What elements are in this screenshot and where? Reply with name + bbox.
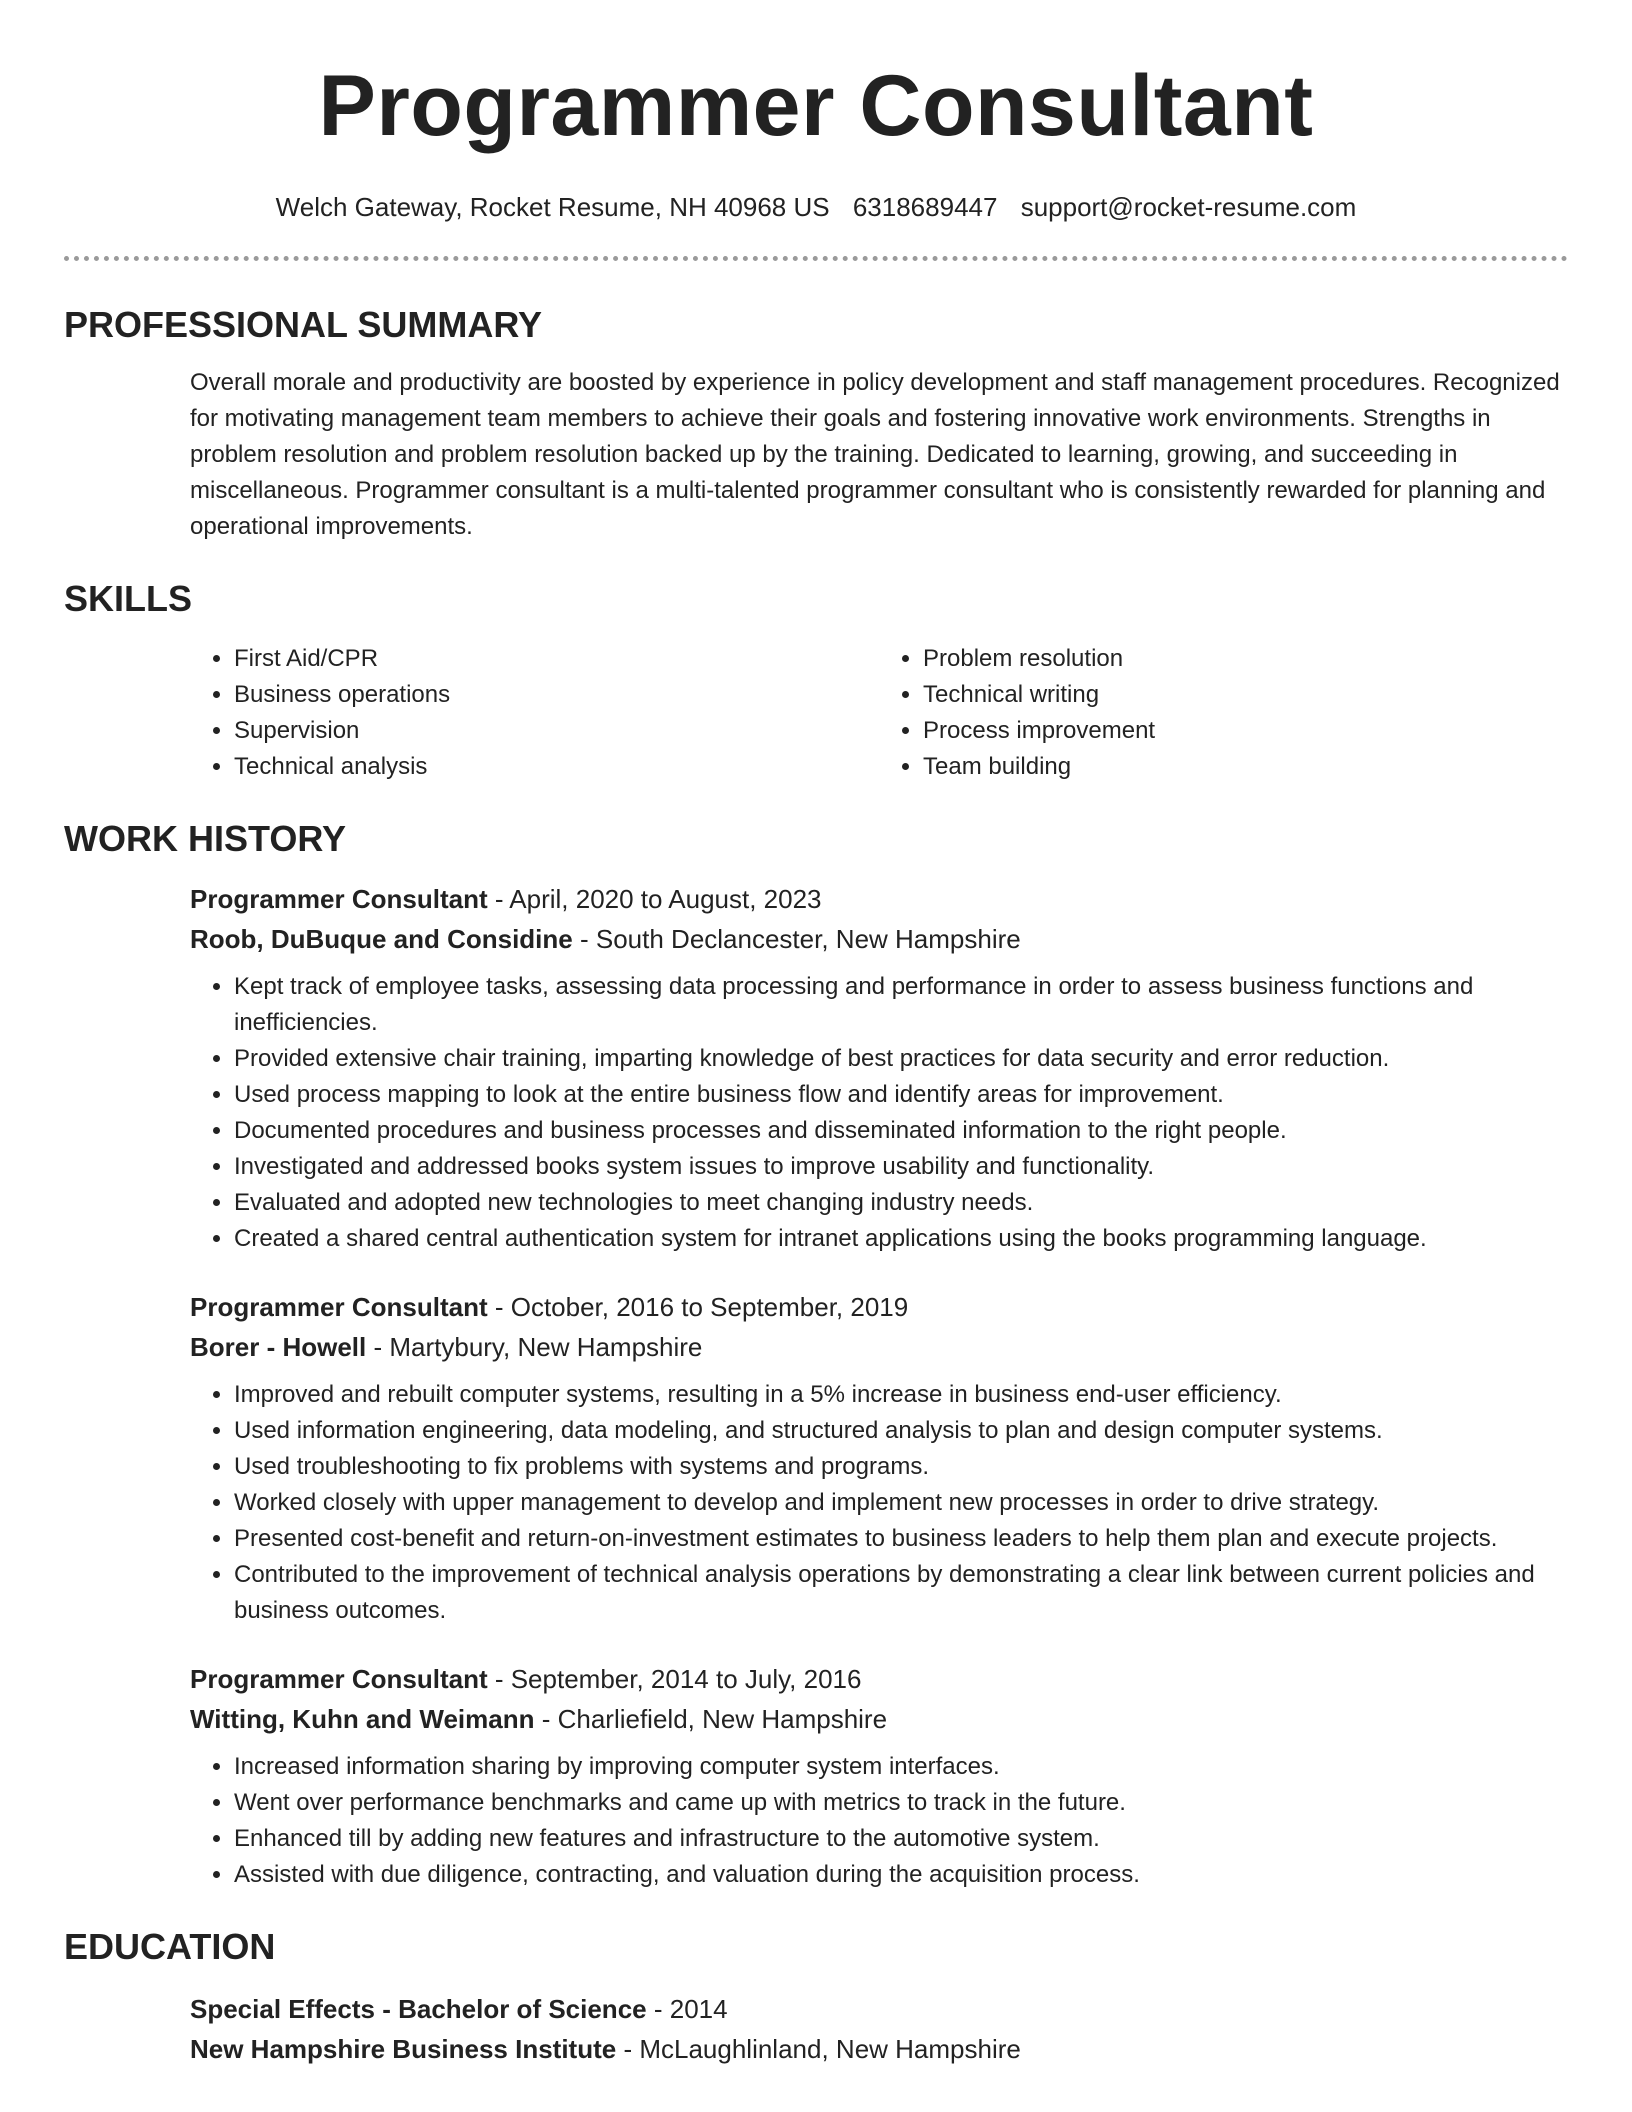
work-history-heading: WORK HISTORY (64, 818, 347, 859)
job-bullet: • Evaluated and adopted new technologies to meet changing industry needs. (234, 1185, 1568, 1221)
school-location: - McLaughlinland, New Hampshire (616, 2034, 1021, 2064)
job-location: - South Declancester, New Hampshire (572, 924, 1021, 954)
job-dates: - April, 2020 to August, 2023 (487, 884, 822, 914)
degree-line (190, 1989, 1568, 2029)
skill-item: • Technical writing (923, 677, 1568, 713)
job-bullet: • Documented procedures and business processes and disseminated information to the right people. (234, 1113, 1568, 1149)
job-bullet: • Investigated and addressed books system issues to improve usability and functionality. (234, 1149, 1568, 1185)
degree: Special Effects - Bachelor of Science (190, 1994, 647, 2024)
skills-heading: SKILLS (64, 578, 193, 619)
job-company: Borer - Howell (190, 1332, 367, 1362)
job-bullet: • Used information engineering, data modeling, and structured analysis to plan and design computer systems. (234, 1413, 1568, 1449)
address: Welch Gateway, Rocket Resume, NH 40968 US (275, 192, 830, 222)
job-role: Programmer Consultant (190, 884, 488, 914)
skill-item: • Process improvement (923, 713, 1568, 749)
job-bullet: • Contributed to the improvement of technical analysis operations by demonstrating a clear link between current policies and business outcomes. (234, 1557, 1568, 1629)
job-company-line (190, 1327, 1568, 1367)
phone: 6318689447 (852, 192, 998, 222)
job-bullets (190, 1377, 1568, 1629)
job-bullets (190, 969, 1568, 1257)
job-dates: - October, 2016 to September, 2019 (487, 1292, 909, 1322)
job-location: - Charliefield, New Hampshire (534, 1704, 888, 1734)
summary-heading: PROFESSIONAL SUMMARY (64, 304, 543, 345)
job-bullet: • Improved and rebuilt computer systems, resulting in a 5% increase in business end-user efficiency. (234, 1377, 1568, 1413)
skill-item: • Technical analysis (234, 749, 879, 785)
contact-line (64, 192, 1568, 222)
skill-item: • Team building (923, 749, 1568, 785)
job-title-line (190, 1287, 1568, 1327)
job-location: - Martybury, New Hampshire (366, 1332, 703, 1362)
skill-item: • Supervision (234, 713, 879, 749)
summary-text: Overall morale and productivity are boosted by experience in policy development and staff management procedures. Recognized for motivating management team members to achieve their goals and fostering innovative work environments. Strengths in problem resolution and problem resolution backed up by the training. Dedicated to learning, growing, and succeeding in miscellaneous. Programmer consultant is a multi-talented programmer consultant who is consistently rewarded for planning and operational improvements. (190, 369, 1560, 540)
job-bullet: • Kept track of employee tasks, assessing data processing and performance in order to assess business functions and inefficiencies. (234, 969, 1568, 1041)
school: New Hampshire Business Institute (190, 2034, 617, 2064)
job-role: Programmer Consultant (190, 1292, 488, 1322)
job-title-line (190, 879, 1568, 919)
degree-year: - 2014 (646, 1994, 728, 2024)
job-company: Roob, DuBuque and Considine (190, 924, 573, 954)
job-company-line (190, 1699, 1568, 1739)
header-divider (64, 256, 1568, 261)
job-dates: - September, 2014 to July, 2016 (487, 1664, 862, 1694)
skills-column-left (190, 641, 879, 785)
job-bullet: • Went over performance benchmarks and came up with metrics to track in the future. (234, 1785, 1568, 1821)
education-heading: EDUCATION (64, 1926, 276, 1967)
email: support@rocket-resume.com (1020, 192, 1357, 222)
resume-page (64, 0, 1568, 2069)
skills-list (64, 641, 1568, 785)
job-bullet: • Enhanced till by adding new features and infrastructure to the automotive system. (234, 1821, 1568, 1857)
skills-column-right (879, 641, 1568, 785)
job-bullet: • Created a shared central authentication system for intranet applications using the books programming language. (234, 1221, 1568, 1257)
job-entry (64, 1287, 1568, 1629)
job-entry (64, 1659, 1568, 1893)
job-bullet: • Provided extensive chair training, imparting knowledge of best practices for data security and error reduction. (234, 1041, 1568, 1077)
job-role: Programmer Consultant (190, 1664, 488, 1694)
job-bullet: • Assisted with due diligence, contracting, and valuation during the acquisition process. (234, 1857, 1568, 1893)
job-bullet: • Presented cost-benefit and return-on-investment estimates to business leaders to help them plan and execute projects. (234, 1521, 1568, 1557)
job-bullet: • Used process mapping to look at the entire business flow and identify areas for improvement. (234, 1077, 1568, 1113)
education-entry (64, 1989, 1568, 2069)
job-company: Witting, Kuhn and Weimann (190, 1704, 535, 1734)
skill-item: • First Aid/CPR (234, 641, 879, 677)
job-bullets (190, 1749, 1568, 1893)
job-bullet: • Increased information sharing by improving computer system interfaces. (234, 1749, 1568, 1785)
job-bullet: • Worked closely with upper management to develop and implement new processes in order to drive strategy. (234, 1485, 1568, 1521)
job-company-line (190, 919, 1568, 959)
school-line (190, 2029, 1568, 2069)
skill-item: • Problem resolution (923, 641, 1568, 677)
job-title-line (190, 1659, 1568, 1699)
job-entry (64, 879, 1568, 1257)
candidate-name: Programmer Consultant (318, 58, 1314, 154)
job-bullet: • Used troubleshooting to fix problems with systems and programs. (234, 1449, 1568, 1485)
skill-item: • Business operations (234, 677, 879, 713)
